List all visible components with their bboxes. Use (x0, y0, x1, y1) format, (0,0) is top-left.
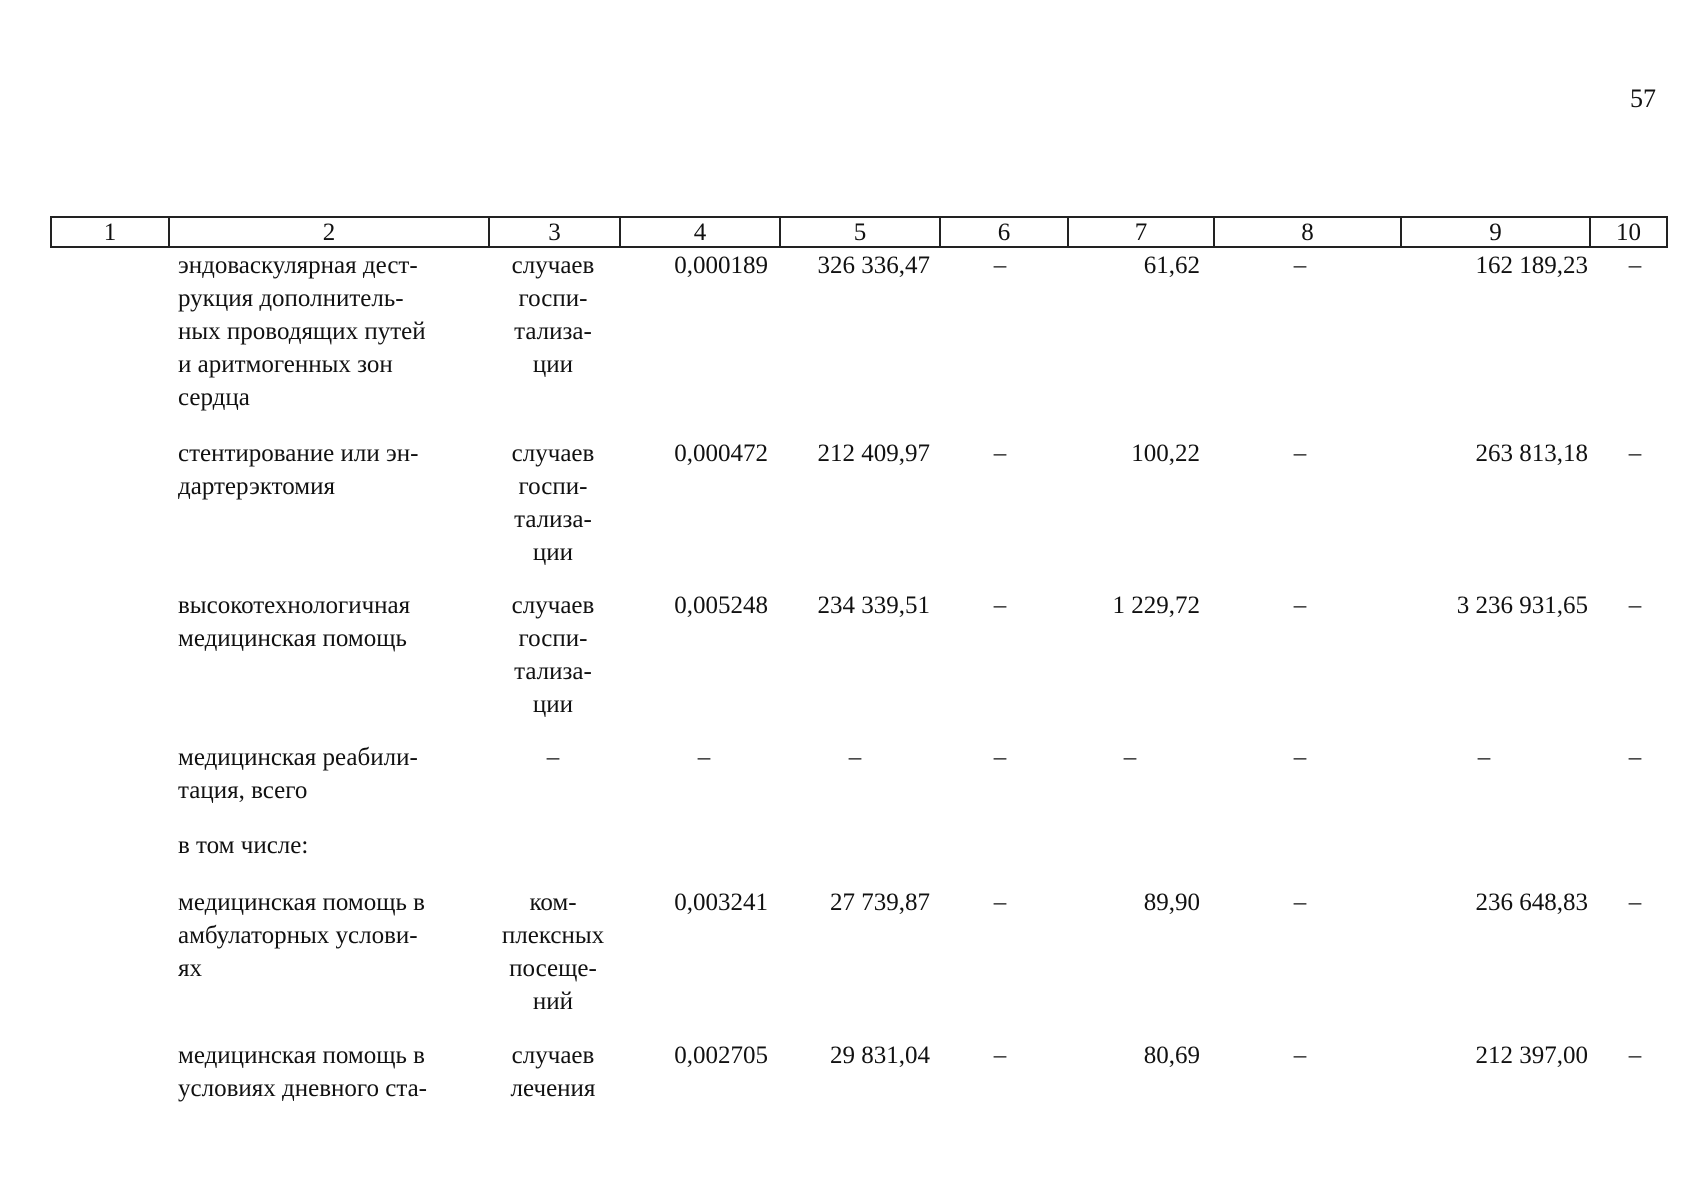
row-unit: случаев госпи- тализа- ции (511, 252, 595, 378)
header-cell-2: 2 (168, 218, 488, 246)
cell-col-8: – (1293, 252, 1307, 279)
cell-col-4: 0,000472 (674, 440, 768, 467)
header-cell-8: 8 (1213, 218, 1400, 246)
header-cell-9: 9 (1400, 218, 1589, 246)
cell-col-8: – (1293, 889, 1307, 916)
cell-col-10: – (1628, 1042, 1642, 1069)
cell-col-7: – (1123, 744, 1137, 771)
cell-col-9: 3 236 931,65 (1456, 592, 1588, 619)
cell-col-7: 80,69 (1143, 1042, 1200, 1069)
cell-col-4: 0,003241 (674, 889, 768, 916)
cell-col-8: – (1293, 592, 1307, 619)
cell-col-10: – (1628, 440, 1642, 467)
cell-col-6: – (993, 440, 1007, 467)
row-unit: – (546, 744, 560, 771)
cell-col-6: – (993, 1042, 1007, 1069)
header-cell-5: 5 (779, 218, 939, 246)
row-name: высокотехнологичная медицинская помощь (178, 592, 411, 652)
cell-col-10: – (1628, 592, 1642, 619)
cell-col-6: – (993, 744, 1007, 771)
row-name: эндоваскулярная дест- рукция дополнитель- ных проводящих путей и аритмогенных зон сердца (178, 252, 426, 411)
row-name: медицинская помощь в амбулаторных услови- ях (178, 889, 425, 982)
header-cell-4: 4 (619, 218, 779, 246)
page-number: 57 (1630, 84, 1656, 113)
cell-col-5: 212 409,97 (817, 440, 930, 467)
header-cell-1: 1 (103, 219, 117, 246)
cell-col-9: 162 189,23 (1475, 252, 1588, 279)
cell-col-10: – (1628, 889, 1642, 916)
cell-col-9: 212 397,00 (1475, 1042, 1588, 1069)
cell-col-9: – (1477, 744, 1491, 771)
cell-col-6: – (993, 592, 1007, 619)
cell-col-5: 29 831,04 (830, 1042, 930, 1069)
cell-col-9: 236 648,83 (1475, 889, 1588, 916)
row-name: стентирование или эн- дартерэктомия (178, 440, 419, 500)
header-cell-7: 7 (1067, 218, 1213, 246)
cell-col-7: 61,62 (1143, 252, 1200, 279)
cell-col-8: – (1293, 440, 1307, 467)
cell-col-6: – (993, 889, 1007, 916)
header-cell-6: 6 (939, 218, 1067, 246)
cell-col-5: – (848, 744, 862, 771)
cell-col-8: – (1293, 744, 1307, 771)
table-header-row (50, 216, 1668, 248)
cell-col-4: 0,000189 (674, 252, 768, 279)
row-name: в том числе: (178, 832, 309, 859)
cell-col-7: 100,22 (1131, 440, 1200, 467)
row-name: медицинская помощь в условиях дневного ста- (178, 1042, 428, 1102)
row-unit: случаев госпи- тализа- ции (511, 592, 595, 718)
cell-col-4: 0,002705 (674, 1042, 768, 1069)
cell-col-6: – (993, 252, 1007, 279)
row-unit: ком- плексных посеще- ний (501, 889, 605, 1015)
header-cell-3: 3 (488, 218, 619, 246)
cell-col-5: 234 339,51 (817, 592, 930, 619)
cell-col-7: 1 229,72 (1112, 592, 1200, 619)
cell-col-5: 27 739,87 (830, 889, 930, 916)
cell-col-4: – (697, 744, 711, 771)
cell-col-10: – (1628, 252, 1642, 279)
header-cell-10: 10 (1589, 218, 1666, 246)
cell-col-9: 263 813,18 (1475, 440, 1588, 467)
cell-col-8: – (1293, 1042, 1307, 1069)
row-name: медицинская реабили- тация, всего (178, 744, 418, 804)
row-unit: случаев лечения (510, 1042, 596, 1102)
cell-col-5: 326 336,47 (817, 252, 930, 279)
row-unit: случаев госпи- тализа- ции (511, 440, 595, 566)
cell-col-10: – (1628, 744, 1642, 771)
cell-col-7: 89,90 (1143, 889, 1200, 916)
cell-col-4: 0,005248 (674, 592, 768, 619)
